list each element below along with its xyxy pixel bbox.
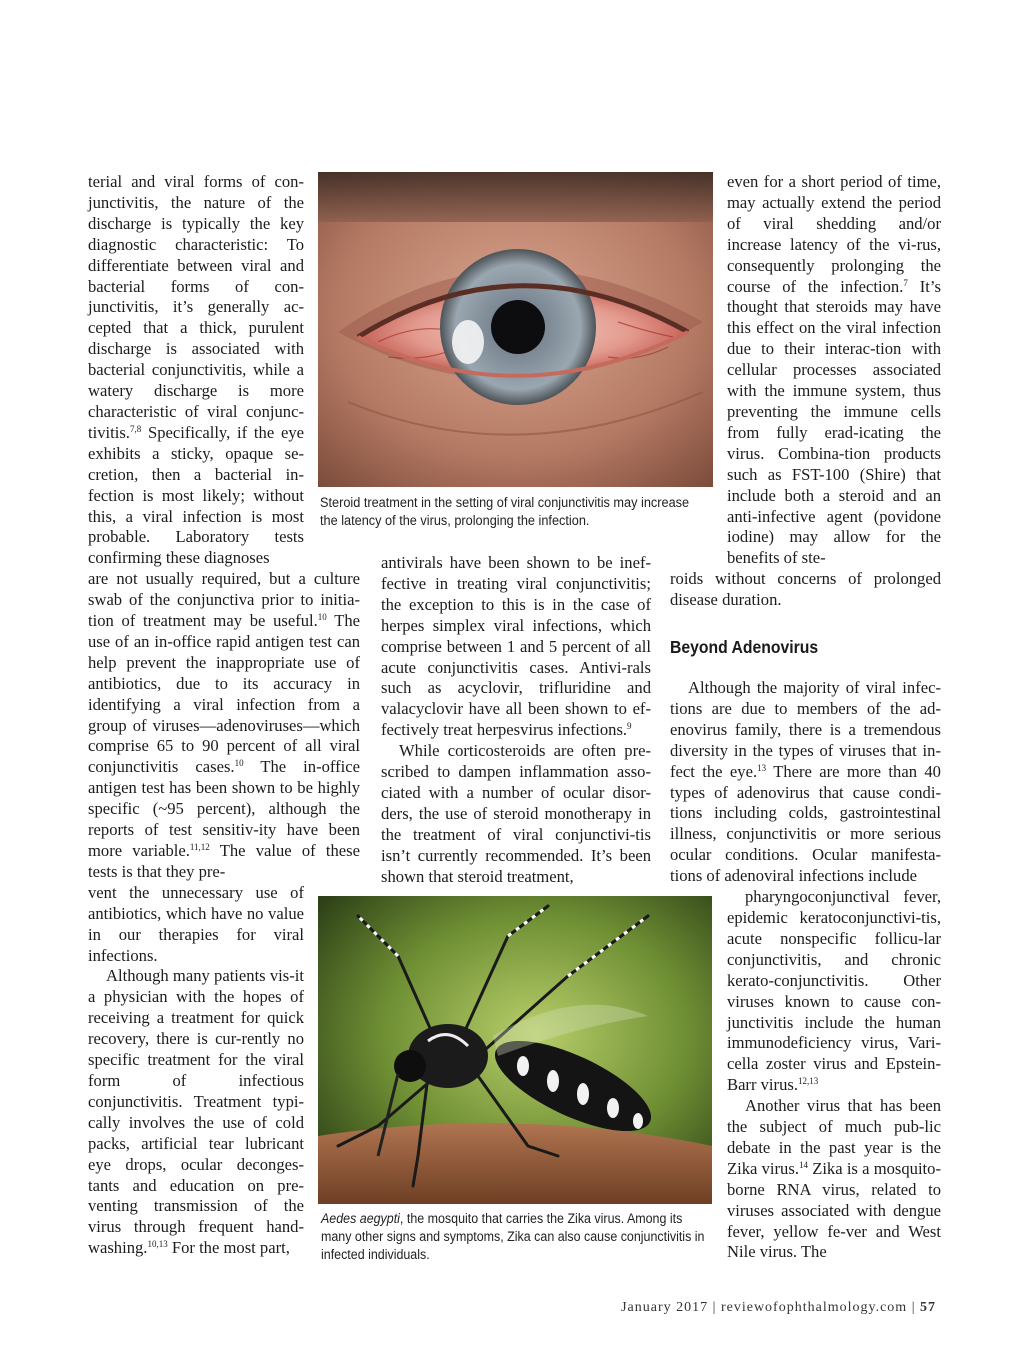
page-number: 57 <box>920 1300 936 1315</box>
text-run: For the most part, <box>167 1238 290 1258</box>
column-3 <box>670 172 941 611</box>
citation: 7 <box>903 277 908 288</box>
website: reviewofophthalmology.com <box>720 1300 908 1315</box>
species-name: Aedes aegypti <box>321 1211 400 1226</box>
citation: 10,13 <box>147 1239 168 1250</box>
column-1-paragraph-2 <box>88 966 304 1259</box>
citation: 11,12 <box>189 842 210 852</box>
separator: | <box>907 1300 920 1315</box>
text-run: terial and viral forms of con-junctivitis, the nature of the discharge is typically the key diagnostic characteristic: To differentiate between viral and bacterial forms of con-junctivitis, it’s generally ac-cepted that a thick, purulent discharge is associated with bacterial conjunctivitis, while a watery discharge is more characteristic of viral conjunc-tivitis. <box>88 172 304 442</box>
text-run: It’s thought that steroids may have this effect on the viral infection due to their interac-tion with cellular processes associated with the immune system, thus preventing the immune cells from fully erad-icating the virus. Combina-tion products such as FST-100 (Shire) that include both a steroid and an anti-infective agent (povidone iodine) may allow for the benefits of ste- <box>727 276 941 568</box>
text-run: The in-office antigen test has been shown to be highly specific (~95 percent), although the reports of test sensitiv-ity have been more variable. <box>88 757 360 860</box>
text-run: Zika is a mosquito-borne RNA virus, related to viruses associated with dengue fever, yellow fe-ver and West Nile virus. The <box>727 1158 941 1262</box>
citation: 13 <box>757 762 767 773</box>
text-run: There are more than 40 types of adenovirus that cause condi-tions including colds, gastrointestinal illness, conjunctivitis or more serious ocular conditions. Ocular manifesta-tions of adenoviral infections include <box>670 761 941 886</box>
text-run: pharyngoconjunctival fever, epidemic keratoconjunctivi-tis, acute nonspecific follicu-lar conjunctivitis, and chronic kerato-conjunctivitis. Other viruses known to cause con-junctivitis include the human immunodeficiency virus, Vari-cella zoster virus and Epstein-Barr virus. <box>727 887 941 1095</box>
citation: 7,8 <box>129 423 142 434</box>
citation: 10 <box>234 758 244 769</box>
page-footer <box>621 1300 936 1316</box>
narrow-text-block <box>727 887 941 1096</box>
mosquito-photo <box>318 896 712 1204</box>
text-run: antivirals have been shown to be inef-fective in treating viral conjunctivitis; the exception to this is in the case of herpes simplex viral infections, which comprise between 1 and 5 percent of all acute conjunctivitis cases. Antivi-rals such as acyclovir, trifluridine and valacyclovir have all been shown to ef-fectively treat herpesvirus infections. <box>381 553 651 740</box>
eye-photo <box>318 172 713 487</box>
column-3-paragraph-3 <box>727 1096 941 1263</box>
eye-photo-caption: Steroid treatment in the setting of viral conjunctivitis may increase the latency of the virus, prolonging the infection. <box>320 495 690 528</box>
column-2-paragraph-2: While corticosteroids are often pre-scribed to dampen inflammation asso-ciated with a number of ocular disor-ders, the use of steroid monotherapy in the treatment of viral conjunctivi-tis isn’t currently recommended. It’s been shown that steroid treatment, <box>381 741 651 886</box>
citation: 12,13 <box>797 1076 819 1087</box>
issue-date: January 2017 <box>621 1300 709 1315</box>
section-heading: Beyond Adenovirus <box>670 637 819 657</box>
column-1 <box>88 172 360 1259</box>
column-2 <box>381 553 651 888</box>
eye-illustration <box>318 172 713 487</box>
text-run: Although the majority of viral infec-tions are due to members of the ad-enovirus family, there is a tremendous diversity in the types of viruses that in-fect the eye. <box>670 678 941 781</box>
mosquito-illustration <box>318 896 712 1204</box>
text-run: are not usually required, but a culture swab of the conjunctiva prior to initia-tion of treatment may be useful. <box>88 569 360 631</box>
text-run: Specifically, if the eye exhibits a sticky, opaque se-cretion, then a bacterial in-fection is most likely; without this, a viral infection is most probable. Laboratory tests confirming these diagnoses <box>88 422 304 568</box>
citation: 14 <box>798 1159 808 1170</box>
text-run: The value of these tests is that they pre- <box>88 841 360 881</box>
citation: 9 <box>627 721 632 732</box>
text-run: vent the unnecessary use of antibiotics, which have no value in our therapies for viral infections. <box>88 882 304 965</box>
column-1-paragraph-1 <box>88 172 360 966</box>
text-run: The use of an in-office rapid antigen test can help prevent the inappropriate use of antibiotics, due to its accuracy in identifying a viral infection from a group of viruses—adenoviruses—which comprise 65 to 90 percent of all viral conjunctivitis cases. <box>88 611 360 777</box>
text-run: Although many patients vis-it a physician with the hopes of receiving a treatment for quick recovery, there is cur-rently no specific treatment for the viral form of infectious conjunctivitis. Treatment typi-cally involves the use of cold packs, artificial tear lubricant eye drops, ocular deconges-tants and education on pre-venting transmission of the virus through frequent hand-washing. <box>88 966 304 1258</box>
text-run: even for a short period of time, may actually extend the period of viral shedding and/or increase latency of the vi-rus, consequently prolonging the course of the infection. <box>727 172 941 296</box>
wide-text-block <box>88 569 360 883</box>
column-3-paragraph-1 <box>670 172 941 611</box>
citation: 10 <box>317 612 327 623</box>
caption-text: , the mosquito that carries the Zika virus. Among its many other signs and symptoms, Zika can also cause conjunctivitis in infected individuals. <box>321 1211 705 1262</box>
column-2-paragraph-1 <box>381 553 651 741</box>
mosquito-photo-caption <box>321 1210 712 1264</box>
wide-text-block: roids without concerns of prolonged disease duration. <box>670 569 941 610</box>
separator: | <box>708 1300 721 1315</box>
text-run: Another virus that has been the subject of much pub-lic debate in the past year is the Zika virus. <box>727 1096 941 1178</box>
